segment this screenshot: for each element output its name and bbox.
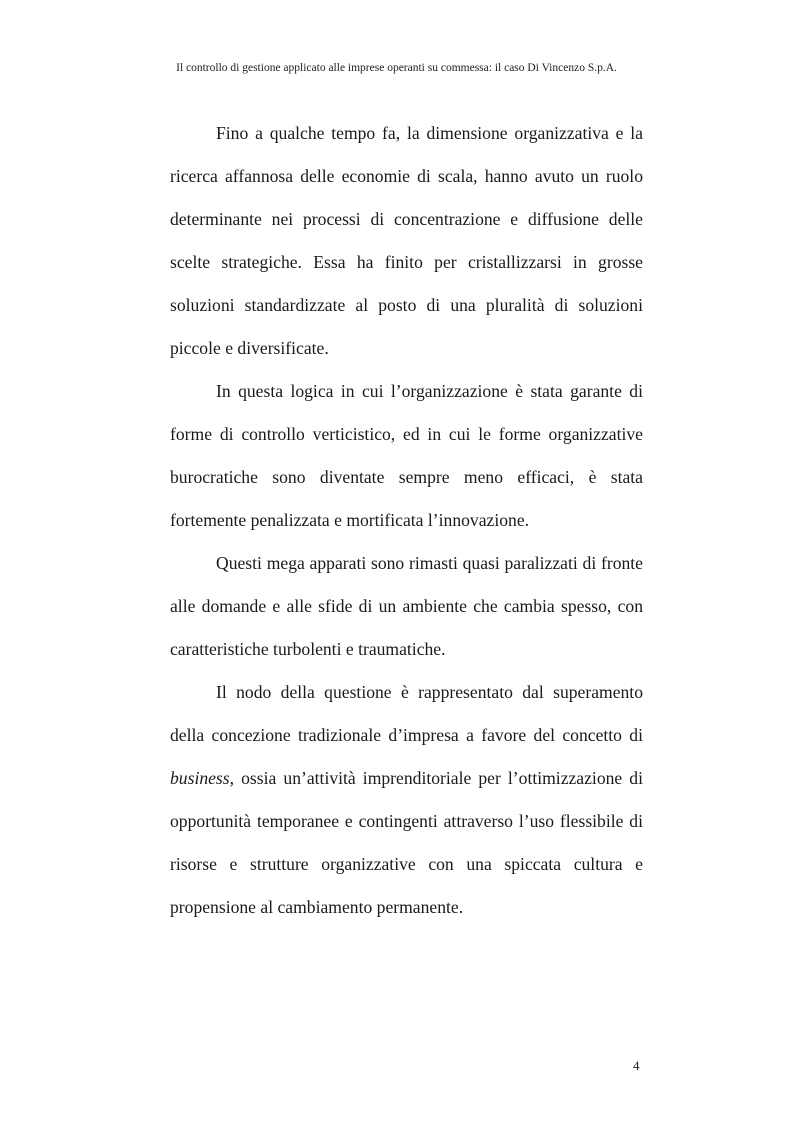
paragraph-1: Fino a qualche tempo fa, la dimensione organizzativa e la ricerca affannosa delle economie di scala, hanno avuto un ruolo determinante nei processi di concentrazione e diffusione delle scelte strategiche. Essa ha finito per cristallizzarsi in grosse soluzioni standardizzate al posto di una pluralità di soluzioni piccole e diversificate. xyxy=(170,123,643,358)
page-number: 4 xyxy=(633,1058,640,1073)
emphasis-business: business xyxy=(170,768,230,788)
paragraph-4-start: Il nodo della questione è rappresentato dal superamento della concezione tradizionale d’impresa a favore del concetto di xyxy=(170,682,643,745)
paragraph-4 xyxy=(170,671,643,929)
paragraph-2: In questa logica in cui l’organizzazione è stata garante di forme di controllo verticistico, ed in cui le forme organizzative burocratiche sono diventate sempre meno efficaci, è stata fortemente penalizzata e mortificata l’innovazione. xyxy=(170,381,643,530)
paragraph-3: Questi mega apparati sono rimasti quasi paralizzati di fronte alle domande e alle sfide di un ambiente che cambia spesso, con caratteristiche turbolenti e traumatiche. xyxy=(170,553,643,659)
running-header: Il controllo di gestione applicato alle imprese operanti su commessa: il caso Di Vincenzo S.p.A. xyxy=(176,62,617,74)
body-text xyxy=(170,112,643,929)
paragraph-4-end: , ossia un’attività imprenditoriale per l’ottimizzazione di opportunità temporanee e contingenti attraverso l’uso flessibile di risorse e strutture organizzative con una spiccata cultura e propensione al cambiamento permanente. xyxy=(170,768,643,917)
